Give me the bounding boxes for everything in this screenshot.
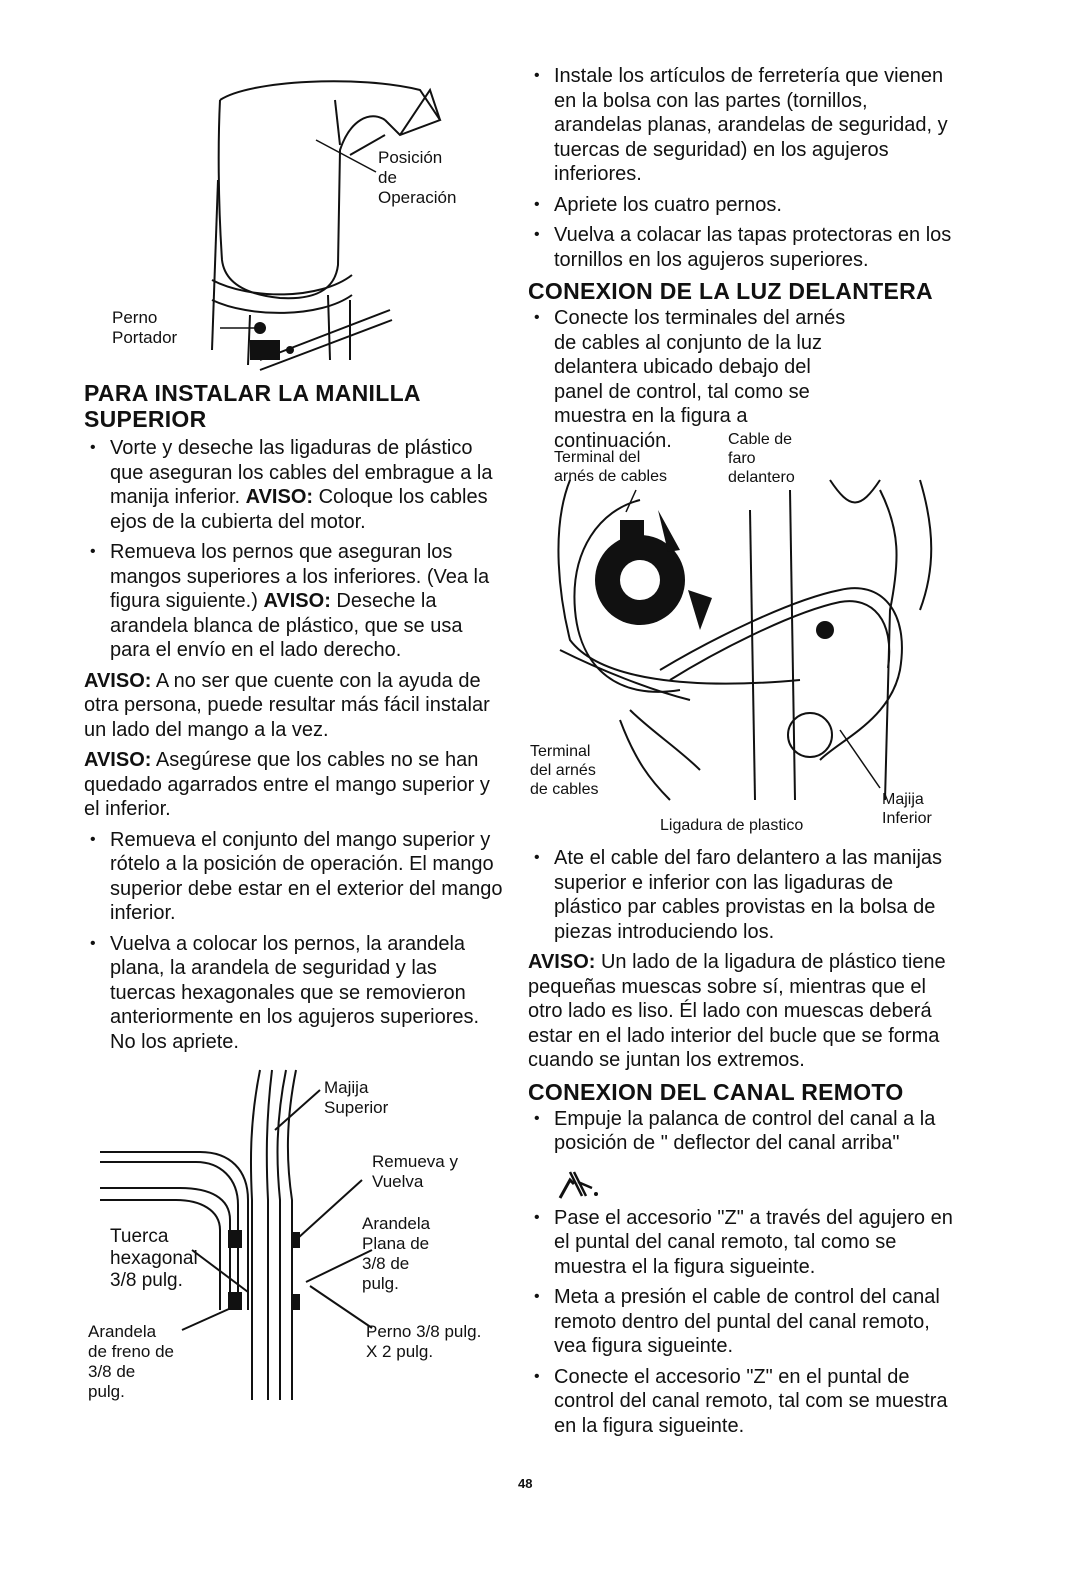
list-item: • Conecte el accesorio "Z" en el puntal de control del canal remoto, tal com se muestra en la figura sigueinte. xyxy=(528,1365,958,1439)
label-harness-terminal-bottom: Terminal del arnés de cables xyxy=(530,743,599,798)
label-harness-terminal-top: Terminal del arnés de cables xyxy=(554,449,667,485)
bullet-list-chute-2 xyxy=(528,1206,958,1439)
list-item: • Meta a presión el cable de control del canal remoto dentro del puntal del canal remoto, vea figura sigueinte. xyxy=(528,1285,958,1359)
heading-headlight-connection: CONEXION DE LA LUZ DELANTERA xyxy=(528,278,933,304)
list-item: • Ate el cable del faro delantero a las manijas superior e inferior con las ligaduras de plástico par cables provistas en la bolsa de piezas introduciendo los. xyxy=(528,846,958,944)
list-item: • Instale los artículos de ferretería que vienen en la bolsa con las partes (tornillos, arandelas planas, arandelas de seguridad, y tuercas de seguridad) en los agujeros inferiores. xyxy=(528,64,958,187)
heading-install-upper-handle: PARA INSTALAR LA MANILLA SUPERIOR xyxy=(84,380,421,432)
label-plastic-tie: Ligadura de plastico xyxy=(660,817,804,834)
bullet-list-hardware xyxy=(528,64,958,272)
list-item: • Apriete los cuatro pernos. xyxy=(528,193,958,218)
right-column-bottom xyxy=(528,846,958,1444)
label-carrier-bolt: Perno Portador xyxy=(112,308,178,347)
label-hex-nut: Tuerca hexagonal 3/8 pulg. xyxy=(110,1226,198,1291)
notice-paragraph-2: AVISO: Asegúrese que los cables no se han quedado agarrados entre el mango superior y el inferior. xyxy=(84,749,490,820)
page-number: 48 xyxy=(518,1476,533,1491)
deflector-up-icon xyxy=(528,1162,958,1206)
bullet-list-1 xyxy=(84,436,504,663)
left-column xyxy=(84,380,504,1060)
bullet-list-chute-1 xyxy=(528,1107,958,1156)
list-item: • Vorte y deseche las ligaduras de plástico que aseguran los cables del embrague a la manija inferior. AVISO: Coloque los cables ejos de la cubierta del motor. xyxy=(84,436,504,534)
right-column-top xyxy=(528,64,958,459)
bullet-list-tie xyxy=(528,846,958,944)
list-item: • Vuelva a colacar las tapas protectoras en los tornillos en los agujeros superiores. xyxy=(528,223,958,272)
label-bolt-size: Perno 3/8 pulg. X 2 pulg. xyxy=(366,1322,482,1361)
list-item: • Vuelva a colocar los pernos, la arandela plana, la arandela de seguridad y las tuercas hexagonales que se removieron anteriormente en los agujeros superiores. No los apriete. xyxy=(84,932,504,1055)
label-upper-handle: Majija Superior xyxy=(324,1078,389,1117)
list-item: • Empuje la palanca de control del canal a la posición de " deflector del canal arriba" xyxy=(528,1107,958,1156)
list-item: • Conecte los terminales del arnés de cables al conjunto de la luz delantera ubicado debajo del panel de control, tal como se muestra en la figura a continuación. xyxy=(528,306,958,453)
list-item: • Pase el accesorio "Z" a través del agujero en el puntal del canal remoto, tal como se muestra el la figura sigueinte. xyxy=(528,1206,958,1280)
heading-remote-chute: CONEXION DEL CANAL REMOTO xyxy=(528,1078,904,1105)
notice-paragraph-1: AVISO: A no ser que cuente con la ayuda de otra persona, puede resultar más fácil instalar un lado del mango a la vez. xyxy=(84,669,490,741)
label-flat-washer: Arandela Plana de 3/8 de pulg. xyxy=(362,1214,431,1293)
label-lock-washer: Arandela de freno de 3/8 de pulg. xyxy=(88,1322,175,1401)
label-remove-replace: Remueva y Vuelva xyxy=(372,1152,458,1191)
label-headlight-cable: Cable de faro delantero xyxy=(728,431,795,486)
label-lower-handle: Majija Inferior xyxy=(882,791,932,827)
headlight-harness-figure xyxy=(540,470,960,810)
list-item: • Remueva los pernos que aseguran los mangos superiores a los inferiores. (Vea la figura siguiente.) AVISO: Deseche la arandela blanca de plástico, que se usa para el envío en el lado derecho. xyxy=(84,540,504,663)
label-operation-position: Posición de Operación xyxy=(378,148,457,207)
bullet-list-2 xyxy=(84,828,504,1055)
notice-paragraph-tie: AVISO: Un lado de la ligadura de plástico tiene pequeñas muescas sobre sí, mientras que el otro lado es liso. Él lado con muescas deberá estar en el lado interior del bucle que se forma cuando se juntan los extremos. xyxy=(528,951,946,1071)
list-item: • Remueva el conjunto del mango superior y rótelo a la posición de operación. El mango superior debe estar en el exterior del mango inferior. xyxy=(84,828,504,926)
